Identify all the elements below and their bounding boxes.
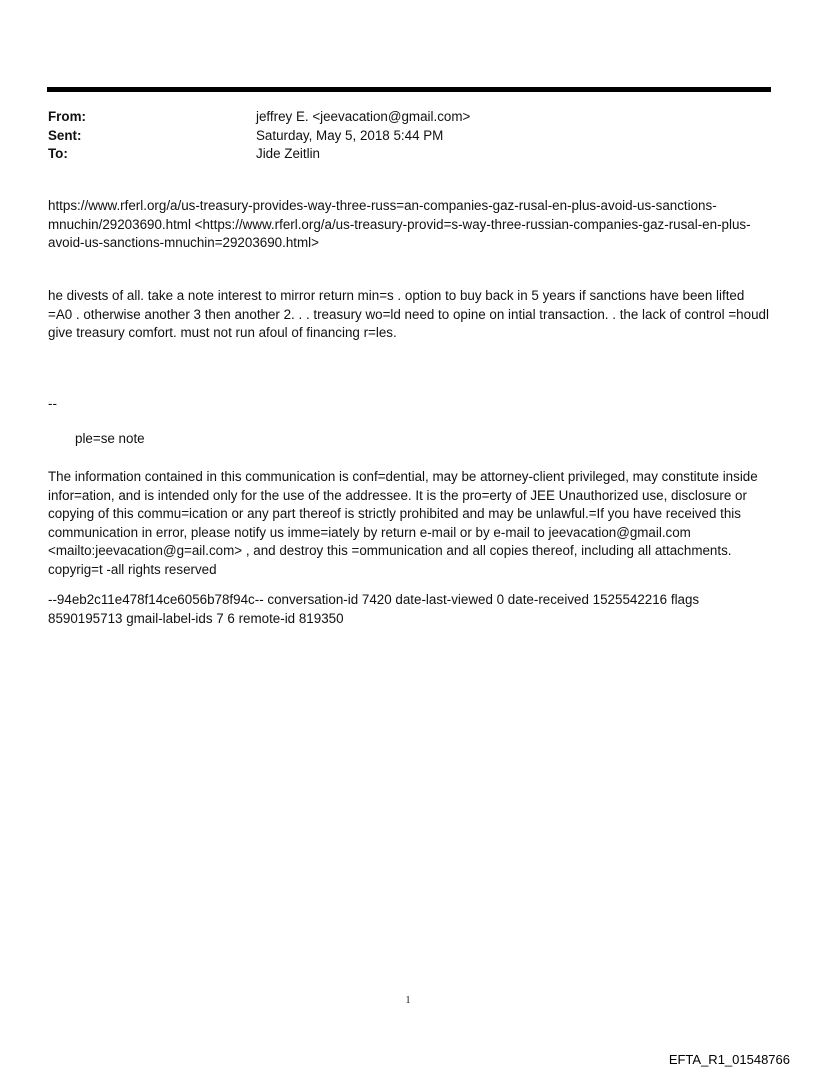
header-divider-rule <box>47 87 771 92</box>
from-label: From: <box>48 109 86 124</box>
from-value: jeffrey E. <jeevacation@gmail.com> <box>256 109 471 124</box>
bates-number: EFTA_R1_01548766 <box>668 1052 790 1067</box>
message-metadata-trailer: --94eb2c11e478f14ce6056b78f94c-- conversation-id 7420 date-last-viewed 0 date-received 1525542216 flags 8590195713 gmail-label-ids 7 6 remote-id 819350 <box>48 592 700 626</box>
message-paragraph: he divests of all. take a note interest to mirror return min=s . option to buy back in 5 years if sanctions have been lifted =A0 . otherwise another 3 then another 2. . . treasury wo=ld need to opine on intial transaction. . the lack of control =houdl give treasury comfort. must not run afoul of financing r=les. <box>48 288 769 341</box>
article-url-paragraph: https://www.rferl.org/a/us-treasury-provides-way-three-russ=an-companies-gaz-rusal-en-plus-avoid-us-sanctions-mnuchin/29203690.html <https://www.rferl.org/a/us-treasury-provid=s-way-three-russian-companies-gaz-rusal-en-plus-avoid-us-sanctions-mnuchin=29203690.html> <box>48 198 751 251</box>
from-row <box>48 108 770 127</box>
sent-row <box>48 127 770 146</box>
to-label: To: <box>48 146 68 161</box>
email-header <box>48 108 770 164</box>
signature-separator: -- <box>48 396 57 411</box>
to-value: Jide Zeitlin <box>256 146 321 161</box>
sent-label: Sent: <box>48 127 82 143</box>
note-line: ple=se note <box>75 431 145 446</box>
confidentiality-disclaimer: The information contained in this communication is conf=dential, may be attorney-client privileged, may constitute inside infor=ation, and is intended only for the use of the addressee. It is the pro=erty of JEE Unauthorized use, disclosure or copying of this commu=ication or any part thereof is strictly prohibited and may be unlawful.=If you have received this communication in error, please notify us imme=iately by return e-mail or by e-mail to jeevacation@gmail.com <mailto:jeevacation@g=ail.com> , and destroy this =ommunication and all copies thereof, including all attachments. copyrig=t -all rights reserved <box>48 469 758 577</box>
sent-value: Saturday, May 5, 2018 5:44 PM <box>256 127 444 143</box>
page-number: 1 <box>405 995 411 1006</box>
to-row <box>48 145 770 164</box>
